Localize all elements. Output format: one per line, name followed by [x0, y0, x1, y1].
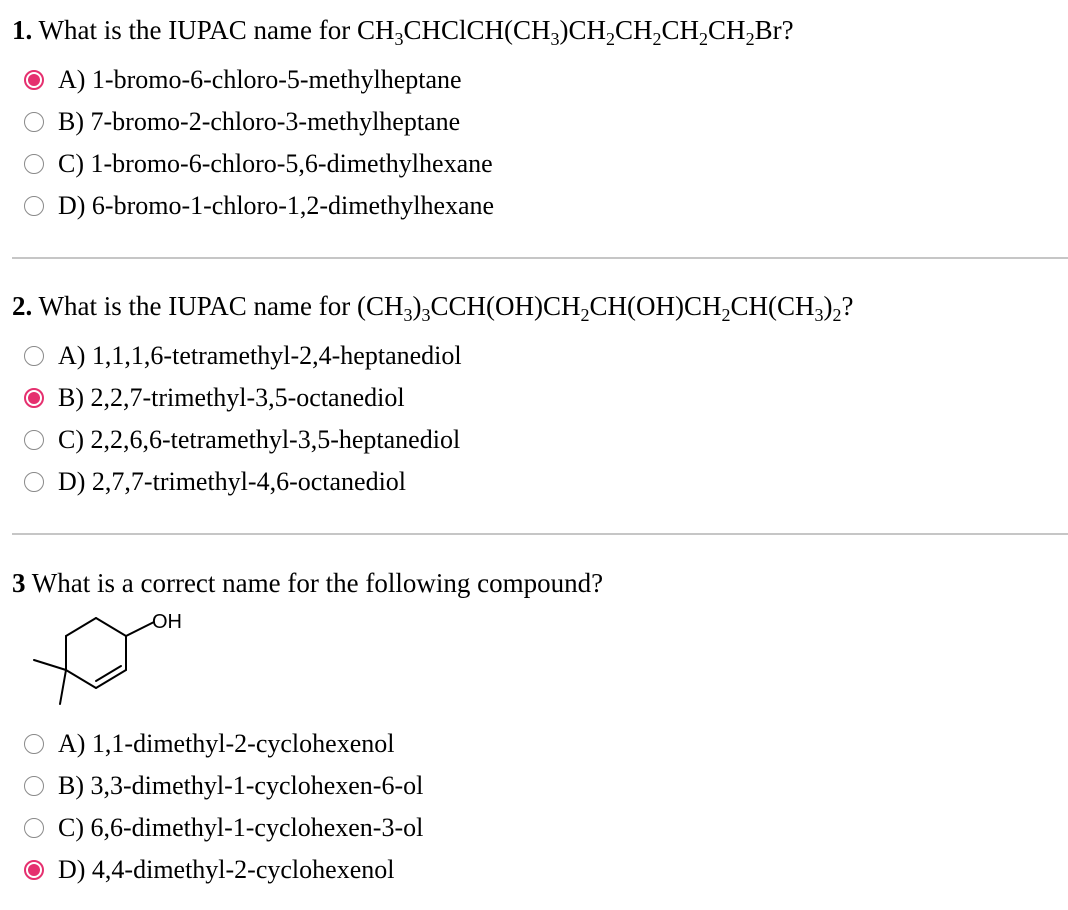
- radio-button[interactable]: [24, 860, 44, 880]
- option-b[interactable]: [24, 381, 405, 415]
- option-d[interactable]: [24, 853, 394, 887]
- option-label: C) 1-bromo-6-chloro-5,6-dimethylhexane: [58, 149, 493, 178]
- option-label: B) 2,2,7-trimethyl-3,5-octanediol: [58, 383, 405, 412]
- formula: $(CH_3)_3CCH(OH)CH_2CH(OH)CH_2CH(CH_3)_2$?: [356, 291, 854, 325]
- structure-diagram: [30, 600, 200, 710]
- bond: [96, 618, 126, 636]
- radio-button[interactable]: [24, 734, 44, 754]
- radio-button[interactable]: [24, 346, 44, 366]
- radio-button[interactable]: [24, 776, 44, 796]
- question-1-title: [12, 14, 794, 49]
- methyl-bond: [60, 670, 66, 704]
- option-a[interactable]: [24, 727, 394, 761]
- methyl-bond: [34, 660, 66, 670]
- oh-bond: [126, 622, 154, 636]
- option-label: D) 4,4-dimethyl-2-cyclohexenol: [58, 855, 395, 884]
- radio-button[interactable]: [24, 70, 44, 90]
- option-label: A) 1-bromo-6-chloro-5-methylheptane: [58, 65, 462, 94]
- option-label: D) 2,7,7-trimethyl-4,6-octanediol: [58, 467, 407, 496]
- option-b[interactable]: [24, 769, 423, 803]
- question-number: 3: [12, 568, 26, 598]
- option-b[interactable]: [24, 105, 460, 139]
- option-d[interactable]: [24, 189, 494, 223]
- radio-button[interactable]: [24, 154, 44, 174]
- question-text: What is the IUPAC name for: [38, 15, 357, 45]
- ring-bonds: [34, 618, 154, 704]
- radio-button[interactable]: [24, 472, 44, 492]
- radio-button[interactable]: [24, 112, 44, 132]
- option-label: A) 1,1-dimethyl-2-cyclohexenol: [58, 729, 395, 758]
- double-bond-inner: [96, 666, 121, 681]
- divider: [12, 257, 1068, 259]
- option-label: C) 6,6-dimethyl-1-cyclohexen-3-ol: [58, 813, 424, 842]
- option-c[interactable]: [24, 147, 493, 181]
- option-label: A) 1,1,1,6-tetramethyl-2,4-heptanediol: [58, 341, 462, 370]
- question-number: 2.: [12, 291, 33, 321]
- option-c[interactable]: [24, 423, 460, 457]
- question-text: What is a correct name for the following compound?: [31, 568, 604, 598]
- question-2-title: [12, 290, 854, 325]
- option-d[interactable]: [24, 465, 406, 499]
- question-number: 1.: [12, 15, 33, 45]
- divider: [12, 533, 1068, 535]
- option-c[interactable]: [24, 811, 423, 845]
- bond: [66, 618, 96, 636]
- radio-button[interactable]: [24, 430, 44, 450]
- bond: [66, 670, 96, 688]
- radio-button[interactable]: [24, 818, 44, 838]
- option-label: C) 2,2,6,6-tetramethyl-3,5-heptanediol: [58, 425, 461, 454]
- radio-button[interactable]: [24, 388, 44, 408]
- oh-label: OH: [152, 611, 182, 633]
- question-text: What is the IUPAC name for: [38, 291, 357, 321]
- option-a[interactable]: [24, 339, 462, 373]
- question-3-title: [12, 567, 603, 599]
- option-a[interactable]: [24, 63, 462, 97]
- option-label: D) 6-bromo-1-chloro-1,2-dimethylhexane: [58, 191, 495, 220]
- radio-button[interactable]: [24, 196, 44, 216]
- formula: $CH_3CHClCH(CH_3)CH_2CH_2CH_2CH_2Br$?: [356, 15, 794, 49]
- option-label: B) 7-bromo-2-chloro-3-methylheptane: [58, 107, 461, 136]
- option-label: B) 3,3-dimethyl-1-cyclohexen-6-ol: [58, 771, 424, 800]
